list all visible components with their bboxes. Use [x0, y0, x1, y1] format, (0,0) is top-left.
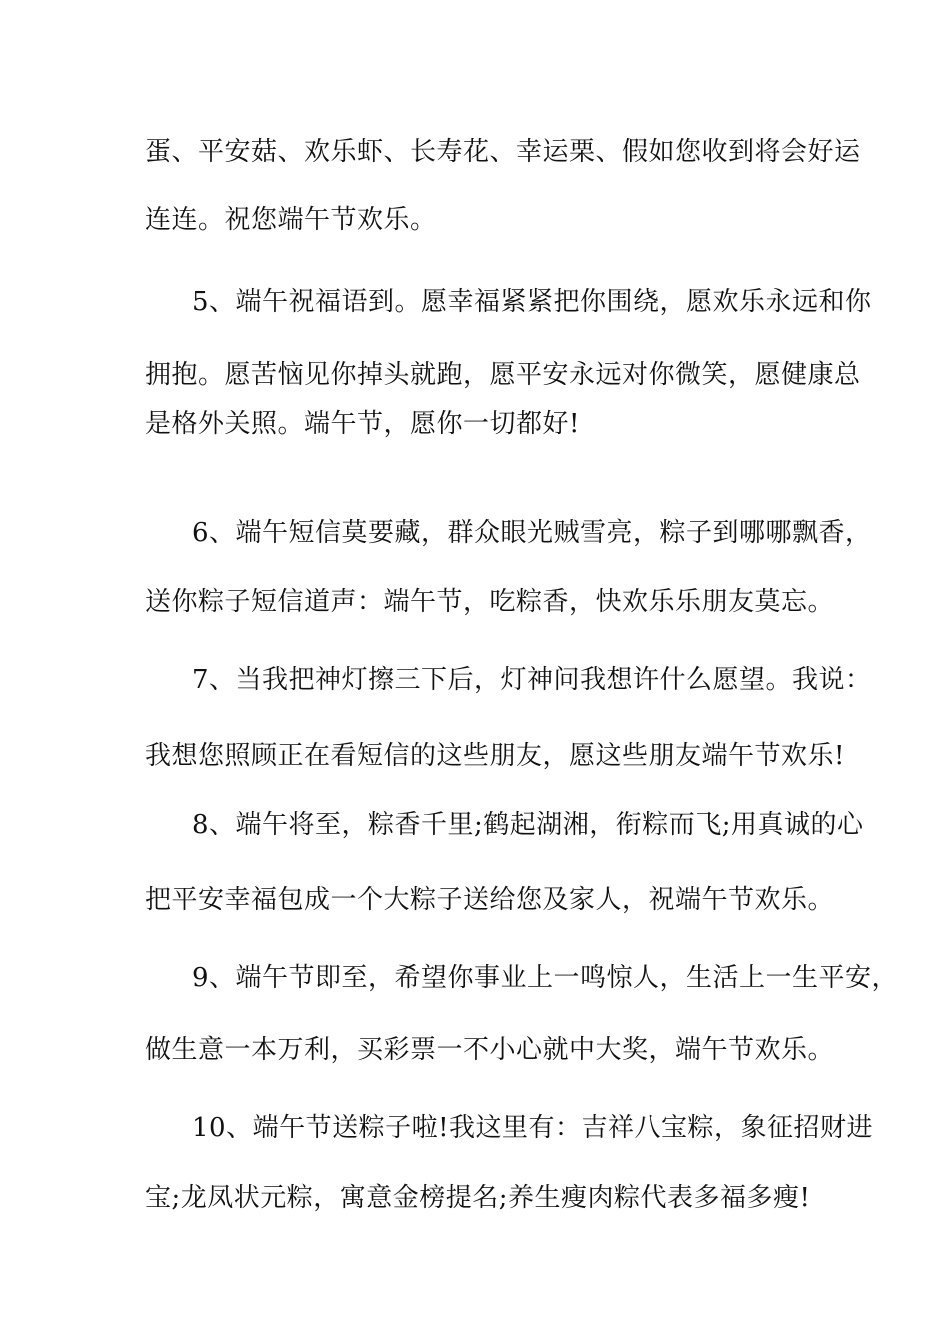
- item-6-line-1: 6、端午短信莫要藏，群众眼光贼雪亮，粽子到哪哪飘香，: [192, 518, 872, 548]
- item-5-line-2: 拥抱。愿苦恼见你掉头就跑，愿平安永远对你微笑，愿健康总: [145, 360, 861, 390]
- item-10-line-1: 10、端午节送粽子啦!我这里有：吉祥八宝粽，象征招财进: [192, 1113, 874, 1143]
- item-5-line-1: 5、端午祝福语到。愿幸福紧紧把你围绕，愿欢乐永远和你: [192, 287, 872, 317]
- item-7-line-2: 我想您照顾正在看短信的这些朋友，愿这些朋友端午节欢乐!: [145, 741, 845, 771]
- item-10-line-2: 宝;龙凤状元粽，寓意金榜提名;养生瘦肉粽代表多福多瘦!: [145, 1183, 811, 1213]
- item-9-line-2: 做生意一本万利，买彩票一不小心就中大奖，端午节欢乐。: [145, 1035, 835, 1065]
- item-9-line-1: 9、端午节即至，希望你事业上一鸣惊人，生活上一生平安，: [192, 963, 899, 993]
- text-line-2: 连连。祝您端午节欢乐。: [145, 205, 437, 235]
- item-5-line-3: 是格外关照。端午节，愿你一切都好!: [145, 409, 580, 439]
- item-8-line-1: 8、端午将至，粽香千里;鹤起湖湘，衔粽而飞;用真诚的心: [192, 810, 864, 840]
- text-line-1: 蛋、平安菇、欢乐虾、长寿花、幸运栗、假如您收到将会好运: [145, 137, 861, 167]
- item-8-line-2: 把平安幸福包成一个大粽子送给您及家人，祝端午节欢乐。: [145, 885, 835, 915]
- item-6-line-2: 送你粽子短信道声：端午节，吃粽香，快欢乐乐朋友莫忘。: [145, 587, 835, 617]
- item-7-line-1: 7、当我把神灯擦三下后，灯神问我想许什么愿望。我说：: [192, 665, 872, 695]
